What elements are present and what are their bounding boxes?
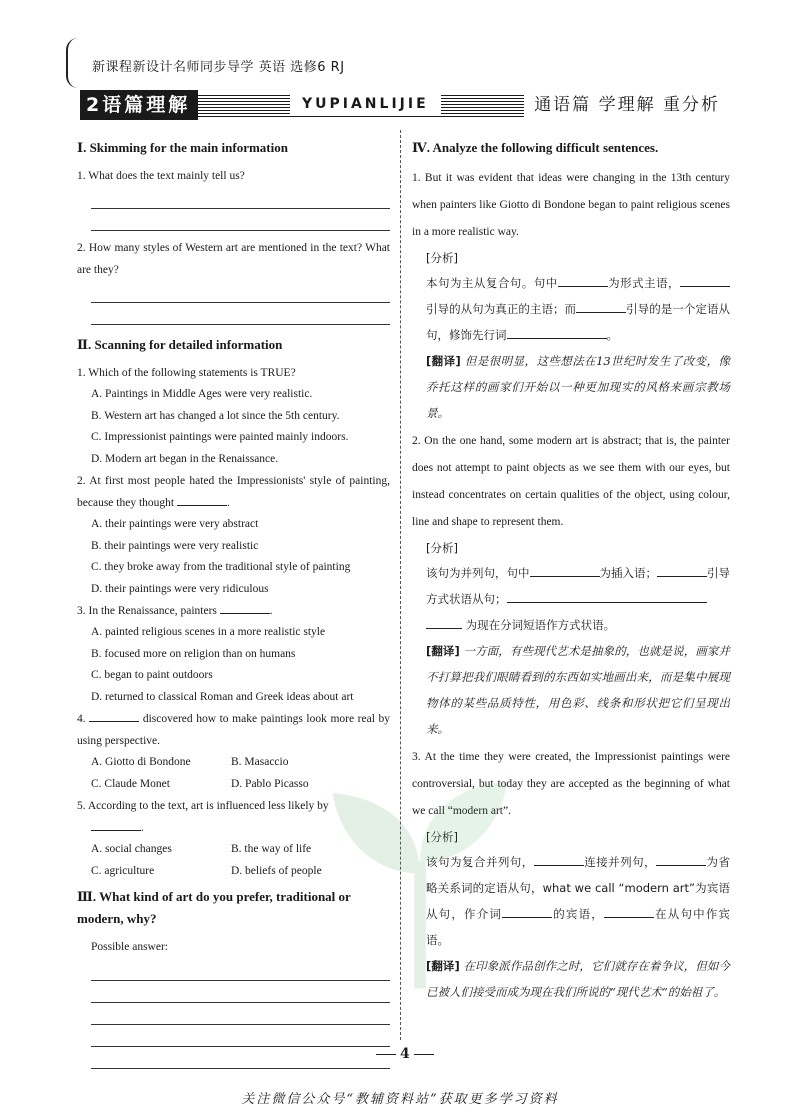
blank[interactable] (657, 565, 707, 577)
s1-question-1: 1. What does the text mainly tell us? (77, 170, 245, 182)
q3-option-d: D. returned to classical Roman and Greek ideas about art (91, 690, 354, 703)
q5-options-row-1: A. social changes B. the way of life (91, 843, 312, 855)
footer-note: 关注微信公众号“教辅资料站”获取更多学习资料 (241, 1092, 559, 1107)
sentence-3: 3. At the time they were created, the Impressionist paintings were controversial, but today they are accepted as the beginning of what we call “modern art”. (412, 751, 730, 817)
answer-line[interactable] (91, 209, 390, 231)
q5-options-row-2: C. agriculture D. beliefs of people (91, 864, 322, 877)
blank[interactable] (534, 854, 584, 866)
blank[interactable] (507, 591, 707, 603)
section-1-title: Ⅰ. Skimming for the main information (77, 140, 288, 155)
left-column (77, 130, 390, 1069)
q4-options-row-1: A. Giotto di Bondone B. Masaccio (91, 756, 289, 768)
brace-decoration (66, 38, 78, 88)
blank[interactable] (220, 602, 270, 614)
right-column (412, 130, 730, 1005)
blank[interactable] (426, 617, 462, 629)
translation-3: [翻译] 在印象派作品创作之时，它们就存在着争议，但如今已被人们接受而成为现在我们所说的“现代艺术”的始祖了。 (426, 959, 730, 999)
banner-label: 2语篇理解 (80, 90, 198, 120)
answer-line[interactable] (91, 1047, 390, 1069)
q3-option-b: B. focused more on religion than on humans (91, 647, 296, 660)
answer-line[interactable] (91, 981, 390, 1003)
blank[interactable] (680, 275, 730, 287)
analysis-1: 本句为主从复合句。句中 为形式主语，引导的从句为真正的主语；而 引导的是一个定语从句，修饰先行词 。 (426, 276, 731, 342)
section-4-title: Ⅳ. Analyze the following difficult sentences. (412, 140, 659, 155)
q2-option-a: A. their paintings were very abstract (91, 518, 259, 530)
analysis-tag: [分析] (426, 830, 458, 844)
blank[interactable] (91, 819, 141, 831)
answer-line[interactable] (91, 1003, 390, 1025)
banner-pinyin: YUPIANLIJIE (290, 94, 441, 114)
blank[interactable] (507, 327, 607, 339)
blank[interactable] (502, 906, 552, 918)
answer-line[interactable] (91, 281, 390, 303)
banner-motto: 通语篇 学理解 重分析 (524, 93, 730, 117)
section-banner (80, 90, 730, 120)
q1-option-c: C. Impressionist paintings were painted mainly indoors. (91, 431, 349, 443)
section-3-title: Ⅲ. What kind of art do you prefer, traditional or modern, why? (77, 889, 351, 926)
q1-option-b: B. Western art has changed a lot since the 5th century. (91, 409, 340, 422)
s1-question-2: 2. How many styles of Western art are mentioned in the text? What are they? (77, 242, 390, 276)
answer-line[interactable] (91, 959, 390, 981)
column-divider (400, 130, 401, 1040)
q2-option-b: B. their paintings were very realistic (91, 539, 259, 552)
blank[interactable] (177, 494, 227, 506)
blank[interactable] (656, 854, 706, 866)
sentence-1: 1. But it was evident that ideas were changing in the 13th century when painters like Giotto di Bondone began to paint religious scenes in a more realistic way. (412, 172, 730, 238)
page-number: 4 (372, 1046, 438, 1062)
q2-option-d: D. their paintings were very ridiculous (91, 582, 269, 595)
analysis-2: 该句为并列句，句中 为插入语； 引导方式状语从句； 为现在分词短语作方式状语。 (426, 566, 730, 632)
answer-line[interactable] (91, 187, 390, 209)
q4-stem: 4. discovered how to make paintings look more real by using perspective. (77, 708, 390, 752)
blank[interactable] (530, 565, 600, 577)
blank[interactable] (604, 906, 654, 918)
q2-option-c: C. they broke away from the traditional style of painting (91, 561, 351, 573)
q2-stem: 2. At first most people hated the Impressionists' style of painting, because they thought . (77, 475, 390, 509)
q1-option-a: A. Paintings in Middle Ages were very realistic. (91, 388, 313, 400)
q3-option-c: C. began to paint outdoors (91, 669, 213, 681)
book-header: 新课程新设计名师同步导学 英语 选修6 RJ (92, 60, 345, 75)
q1-option-d: D. Modern art began in the Renaissance. (91, 452, 279, 465)
answer-line[interactable] (91, 1025, 390, 1047)
answer-line[interactable] (91, 303, 390, 325)
q3-stem: 3. In the Renaissance, painters . (77, 600, 390, 622)
blank[interactable] (89, 710, 139, 722)
translation-1: [翻译] 但是很明显，这些想法在13世纪时发生了改变，像乔托这样的画家们开始以一种更加现实的风格来画宗教场景。 (426, 354, 730, 420)
section-2-title: Ⅱ. Scanning for detailed information (77, 337, 283, 352)
sentence-2: 2. On the one hand, some modern art is abstract; that is, the painter does not attempt to paint objects as we see them with our eyes, but instead concentrates on certain qualities of the object, using colour, line and shape to represent them. (412, 435, 730, 528)
analysis-tag: [分析] (426, 541, 458, 555)
q3-option-a: A. painted religious scenes in a more realistic style (91, 626, 326, 638)
s3-hint: Possible answer: (91, 941, 168, 953)
blank[interactable] (576, 301, 626, 313)
q5-stem: 5. According to the text, art is influenced less likely by . (77, 800, 329, 834)
translation-2: [翻译] 一方面，有些现代艺术是抽象的，也就是说，画家并不打算把我们眼睛看到的东西如实地画出来，而是集中展现物体的某些品质特性，用色彩、线条和形状把它们呈现出来。 (426, 644, 730, 736)
q1-stem: 1. Which of the following statements is TRUE? (77, 367, 296, 379)
blank[interactable] (558, 275, 608, 287)
analysis-tag: [分析] (426, 251, 458, 265)
analysis-3: 该句为复合并列句， 连接并列句， 为省略关系词的定语从句，what we call “modern art”为宾语从句，作介词 的宾语， 在从句中作宾语。 (426, 855, 731, 947)
q4-options-row-2: C. Claude Monet D. Pablo Picasso (91, 777, 309, 790)
